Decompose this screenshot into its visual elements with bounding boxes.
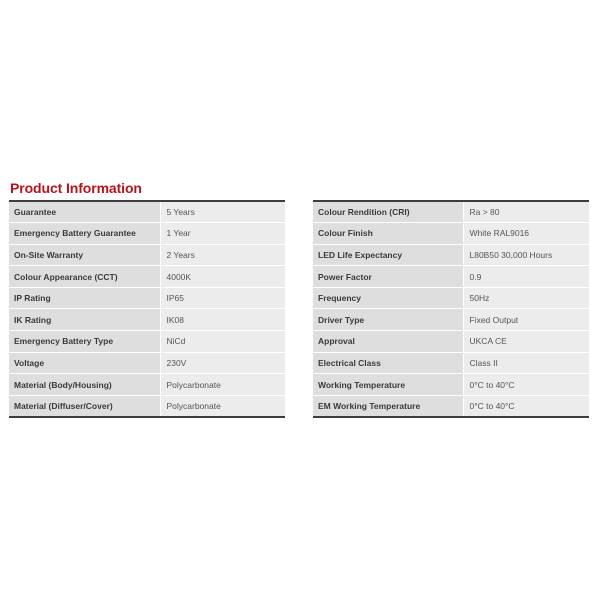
spec-label: Power Factor: [313, 266, 463, 288]
spec-value: IK08: [160, 309, 285, 331]
spec-label: IK Rating: [9, 309, 160, 331]
table-row: [313, 201, 589, 223]
spec-label: Material (Diffuser/Cover): [9, 395, 160, 417]
spec-label: Electrical Class: [313, 352, 463, 374]
spec-value: 4000K: [160, 266, 285, 288]
spec-value: 5 Years: [160, 201, 285, 223]
spec-label: LED Life Expectancy: [313, 244, 463, 266]
spec-label: EM Working Temperature: [313, 395, 463, 417]
spec-value: 2 Years: [160, 244, 285, 266]
spec-label: Frequency: [313, 287, 463, 309]
table-row: [9, 244, 285, 266]
spec-value: UKCA CE: [463, 331, 589, 353]
table-row: [9, 287, 285, 309]
spec-label: IP Rating: [9, 287, 160, 309]
spec-value: 1 Year: [160, 223, 285, 245]
spec-label: Working Temperature: [313, 374, 463, 396]
spec-label: Colour Rendition (CRI): [313, 201, 463, 223]
spec-table-left: [9, 200, 285, 418]
spec-label: Driver Type: [313, 309, 463, 331]
spec-label: Emergency Battery Type: [9, 331, 160, 353]
table-row: [313, 395, 589, 417]
spec-table-right: [313, 200, 589, 418]
spec-label: Guarantee: [9, 201, 160, 223]
spec-label: Material (Body/Housing): [9, 374, 160, 396]
table-row: [313, 309, 589, 331]
spec-value: Ra > 80: [463, 201, 589, 223]
table-row: [9, 331, 285, 353]
table-row: [313, 266, 589, 288]
table-row: [9, 395, 285, 417]
table-row: [313, 287, 589, 309]
spec-label: Colour Appearance (CCT): [9, 266, 160, 288]
spec-value: Polycarbonate: [160, 395, 285, 417]
table-row: [313, 331, 589, 353]
spec-value: Class II: [463, 352, 589, 374]
table-row: [9, 223, 285, 245]
table-row: [9, 309, 285, 331]
spec-value: 50Hz: [463, 287, 589, 309]
table-row: [313, 223, 589, 245]
spec-value: L80B50 30,000 Hours: [463, 244, 589, 266]
spec-label: Voltage: [9, 352, 160, 374]
spec-value: Fixed Output: [463, 309, 589, 331]
spec-value: 230V: [160, 352, 285, 374]
spec-value: 0°C to 40°C: [463, 395, 589, 417]
spec-label: On-Site Warranty: [9, 244, 160, 266]
table-row: [313, 244, 589, 266]
table-row: [313, 374, 589, 396]
spec-value: NiCd: [160, 331, 285, 353]
spec-label: Approval: [313, 331, 463, 353]
table-row: [9, 374, 285, 396]
spec-label: Colour Finish: [313, 223, 463, 245]
spec-value: 0.9: [463, 266, 589, 288]
spec-value: IP65: [160, 287, 285, 309]
table-row: [9, 352, 285, 374]
spec-value: White RAL9016: [463, 223, 589, 245]
table-row: [9, 266, 285, 288]
spec-value: 0°C to 40°C: [463, 374, 589, 396]
table-row: [313, 352, 589, 374]
spec-value: Polycarbonate: [160, 374, 285, 396]
spec-label: Emergency Battery Guarantee: [9, 223, 160, 245]
page-title: Product Information: [10, 180, 142, 196]
table-row: [9, 201, 285, 223]
